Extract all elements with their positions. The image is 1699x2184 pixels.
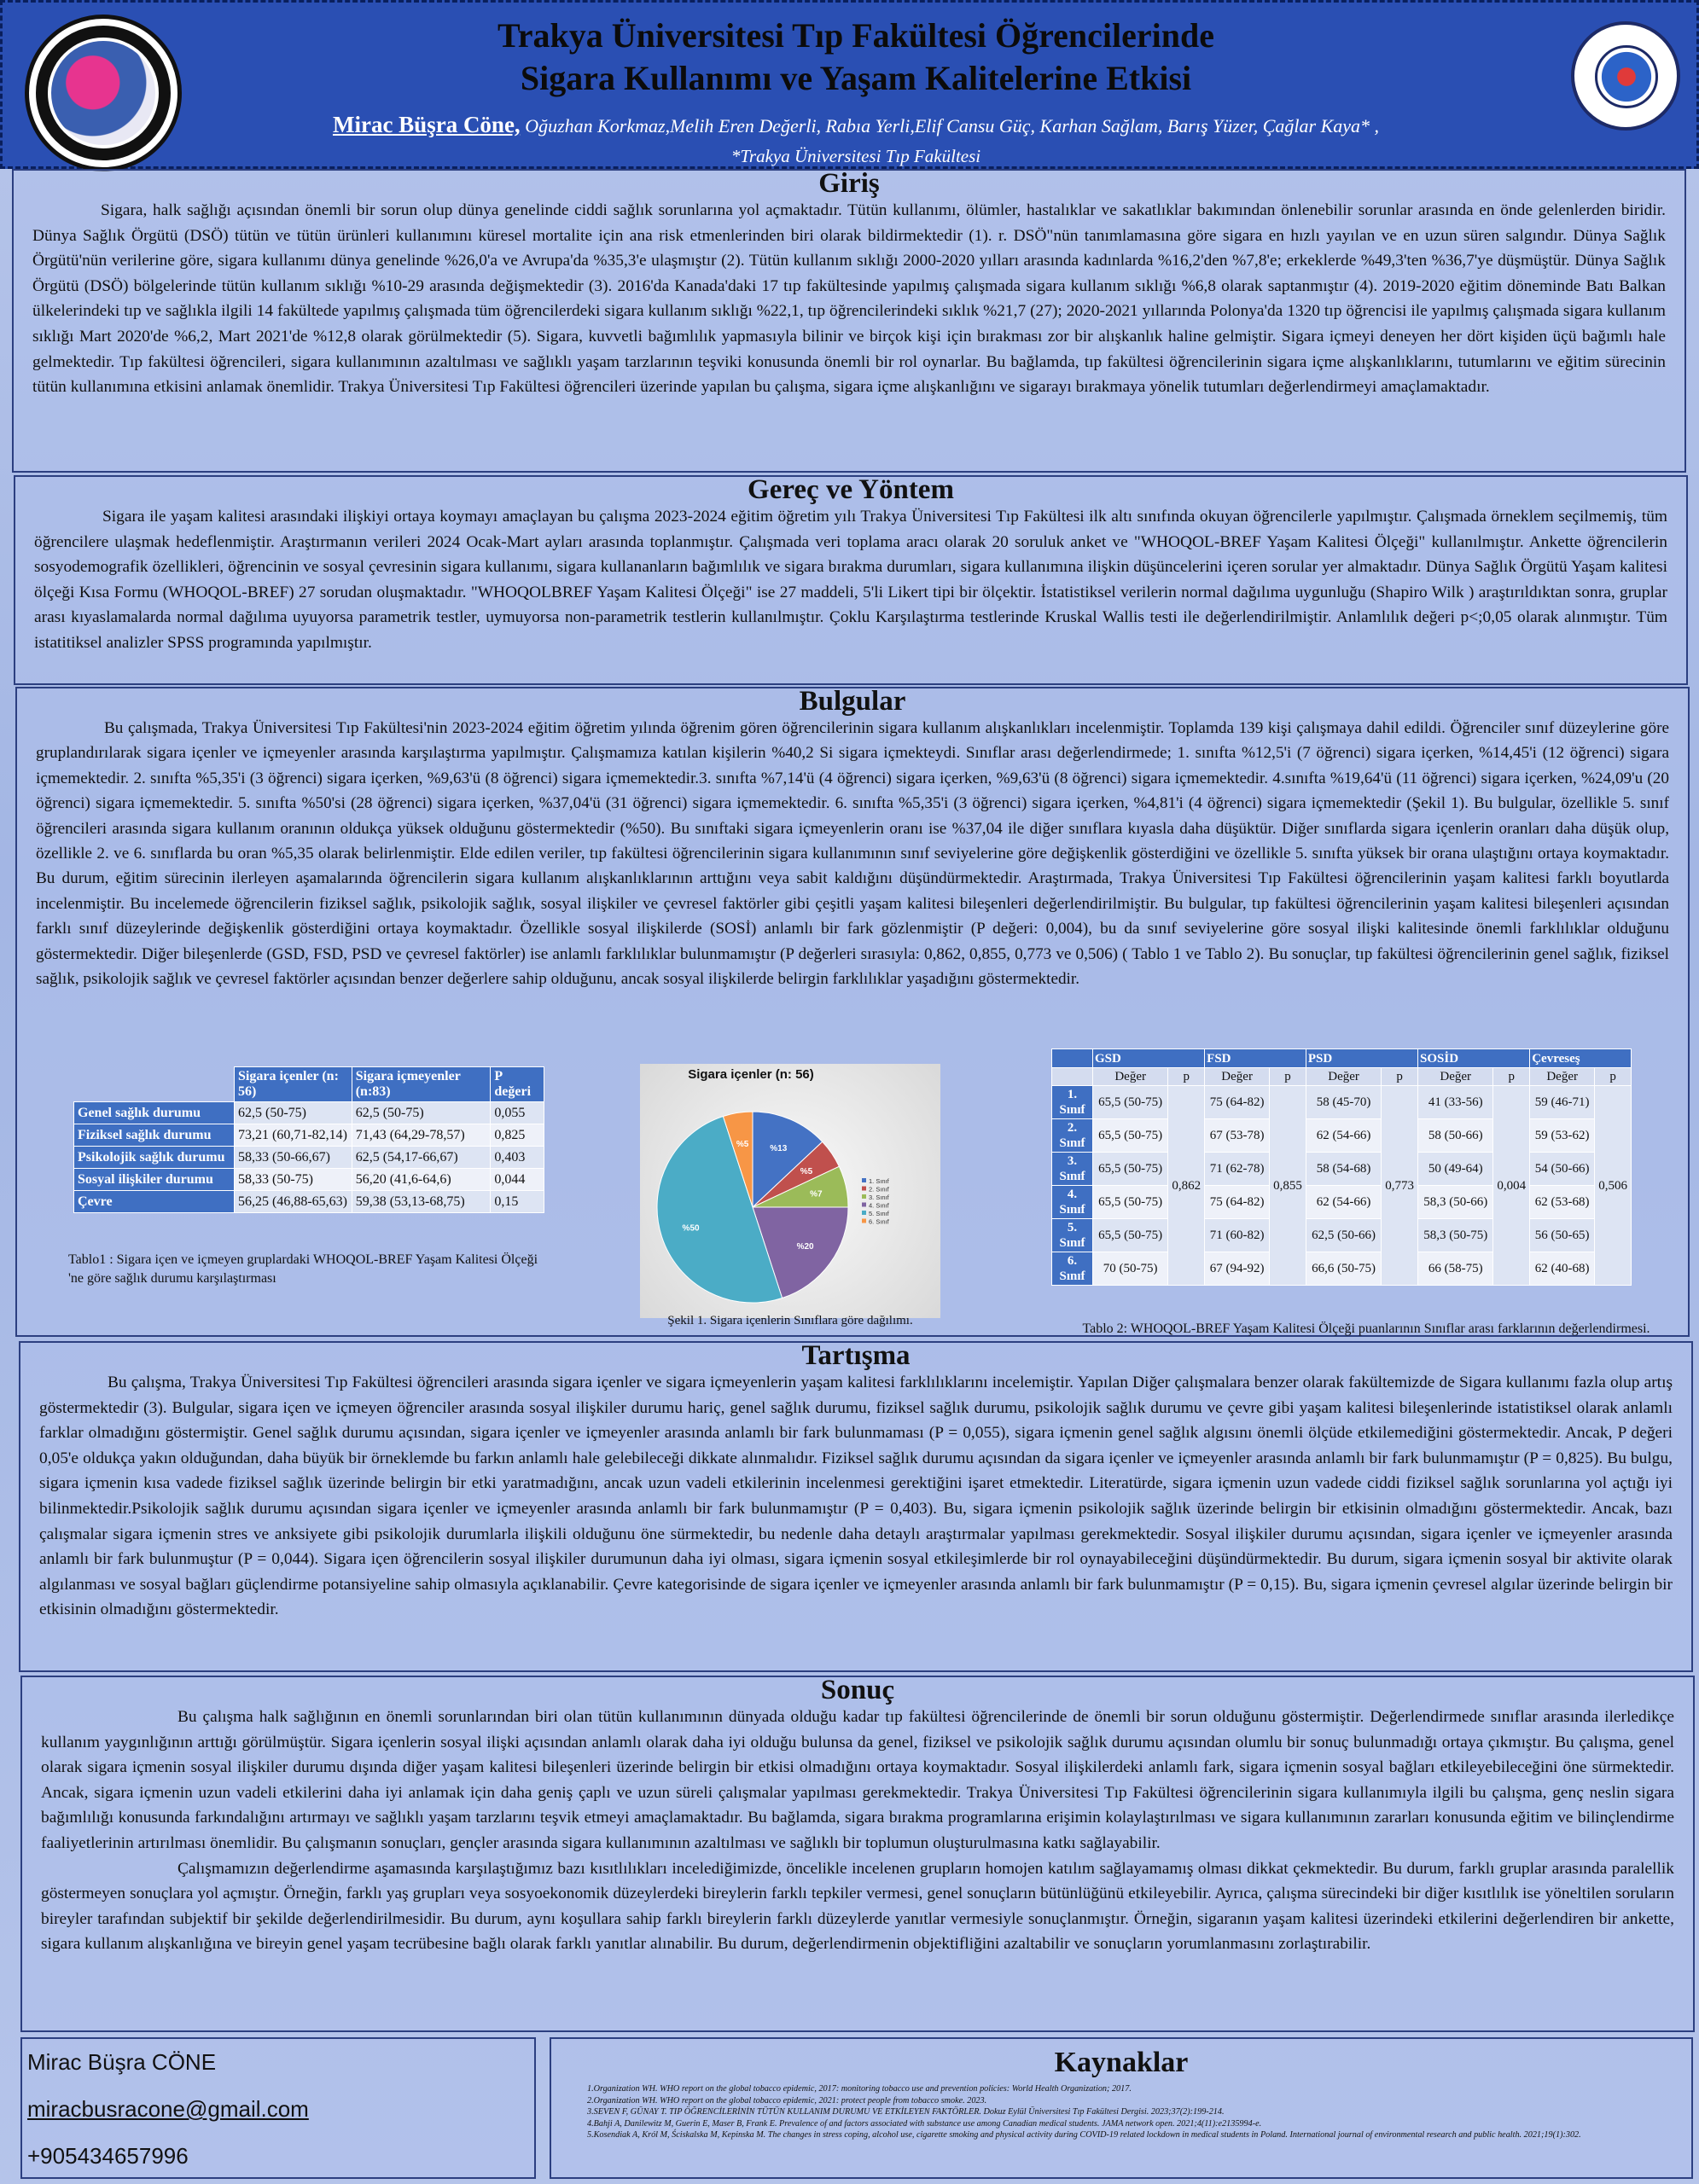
coauthors: Oğuzhan Korkmaz,Melih Eren Değerli, Rabıa Yerli,Elif Cansu Güç, Karhan Sağlam, Barış Yüzer, Çağlar Kaya* ,	[520, 115, 1380, 136]
table-row	[1052, 1119, 1632, 1153]
group-header: Çevreseş	[1530, 1049, 1632, 1068]
table-cell: 65,5 (50-75)	[1093, 1186, 1168, 1219]
table-corner	[1052, 1049, 1093, 1068]
group-header: GSD	[1093, 1049, 1205, 1068]
section-gerec-yontem	[14, 475, 1688, 685]
table-cell: 0,825	[491, 1124, 544, 1147]
contact-phone: +905434657996	[27, 2143, 189, 2169]
table-row	[74, 1191, 544, 1213]
references-heading: Kaynaklar	[1054, 2047, 1189, 2078]
p-value-cell: 0,862	[1168, 1086, 1205, 1286]
pie-chart	[640, 1064, 940, 1318]
pie-data-label: %50	[682, 1223, 700, 1234]
contact-email-link[interactable]: miracbusracone@gmail.com	[27, 2096, 309, 2122]
table-cell: 56,20 (41,6-64,6)	[352, 1169, 491, 1191]
table-1-caption: Tablo1 : Sigara içen ve içmeyen gruplardaki WHOQOL-BREF Yaşam Kalitesi Ölçeği 'ne göre sağlık durumu karşılaştırması	[68, 1252, 538, 1286]
pie-data-label: %7	[810, 1189, 823, 1199]
table-cell: 71,43 (64,29-78,57)	[352, 1124, 491, 1147]
table-cell: 62,5 (54,17-66,67)	[352, 1147, 491, 1169]
section-heading: Tartışma	[801, 1340, 911, 1371]
table-header-cell: P değeri	[491, 1067, 544, 1102]
poster-header	[0, 0, 1699, 169]
legend-label: 6. Sınıf	[869, 1217, 889, 1226]
sub-header-value: Değer	[1306, 1068, 1381, 1086]
table-row	[74, 1102, 544, 1124]
medical-faculty-seal	[1571, 21, 1680, 131]
section-body: Sigara, halk sağlığı açısından önemli bir sorun olup dünya genelinde ciddi sağlık sorunlarına yol açmaktadır. Tütün kullanımı, ölümler, hastalıklar ve sakatlıklar bakımından önlenebilir sorunlar arasında en önde gelenlerden biridir. Dünya Sağlık Örgütü (DSÖ) tütün ve tütün ürünleri kullanımını küresel mortalite için ana risk etmenlerinden biri olarak bildirmektedir (1). r. DSÖ"nün tanımlamasına göre sigara en hızlı yayılan ve en uzun süren salgındır. Dünya Sağlık Örgütü'nün verilerine göre, sigara kullanımı dünya genelinde %26,0'a ve Avrupa'da %35,3'e ulaşmıştır (2). Tütün kullanım sıklığı 2000-2020 yılları arasında kadınlarda %16,2'den %7,8'e; erkeklerde %49,3'ten %36,7'ye düşmüştür. Dünya Sağlık Örgütü (DSÖ) bölgelerinde tütün kullanım sıklığı %10-29 arasında değişmektedir (3). 2016'da Kanada'daki 17 tıp fakültesinde yapılmış çalışmada sigara kullanım sıklığı %6,8 olarak saptanmıştır (4). 2019-2020 eğitim döneminde Batı Balkan ülkelerindeki tıp ve sağlıkla ilgili 14 fakültede yapılmış çalışmada tüm öğrencilerdeki sigara kullanım sıklığı %22,1, tıp öğrencilerindeki sıklık %21,7 (27); 2020-2021 yıllarında Polonya'da 1320 tıp öğrencisi ile yapılmış çalışmada sigara kullanım sıklığı Mart 2020'de %6,2, Mart 2021'de %12,8 olarak görülmektedir (5). Sigara, kuvvetli bağımlılık yapmasıyla bilinir ve birçok kişi için bırakması zor bir alışkanlık haline gelmiştir. Sigara içmeyi deneyen her dört kişiden üçü bağımlı hale gelmektedir. Tıp fakültesi öğrencileri, sigara kullanımının azaltılması ve sağlıklı yaşam tarzlarının teşviki konusunda önemli bir rol oynarlar. Bu bağlamda, tıp fakültesi öğrencilerinin sigara içme alışkanlıklarını, tutumlarını ve eğitim sürecinin tütün kullanımına etkisini anlamak önemlidir. Trakya Üniversitesi Tıp Fakültesi öğrencileri üzerinde yapılan bu çalışma, sigara içme alışkanlığını ve sigarayı bırakmaya yönelik tutumları değerlendirmeyi amaçlamaktadır.	[32, 201, 1666, 397]
table-cell: 75 (64-82)	[1205, 1186, 1270, 1219]
table-header-row	[74, 1067, 544, 1102]
table-row	[1052, 1219, 1632, 1252]
table-cell: 58 (45-70)	[1306, 1086, 1381, 1119]
group-header: FSD	[1205, 1049, 1306, 1068]
table-cell: 62,5 (50-75)	[235, 1102, 352, 1124]
table-cell: 65,5 (50-75)	[1093, 1086, 1168, 1119]
p-value-cell: 0,004	[1493, 1086, 1530, 1286]
table-row	[1052, 1086, 1632, 1119]
table-cell: 62,5 (50-66)	[1306, 1219, 1381, 1252]
table-cell: 58 (54-68)	[1306, 1153, 1381, 1186]
table-cell: 65,5 (50-75)	[1093, 1153, 1168, 1186]
table-cell: 70 (50-75)	[1093, 1252, 1168, 1286]
row-label: Fiziksel sağlık durumu	[74, 1124, 235, 1147]
legend-swatch	[862, 1187, 866, 1191]
legend-swatch	[862, 1178, 866, 1182]
table-2-caption: Tablo 2: WHOQOL-BREF Yaşam Kalitesi Ölçeği puanlarının Sınıflar arası farklarının değerlendirmesi.	[1082, 1321, 1650, 1336]
legend-label: 5. Sınıf	[869, 1210, 889, 1217]
row-label: 2. Sınıf	[1052, 1119, 1093, 1153]
brain-puzzle-icon	[51, 41, 155, 145]
reference-item: 1.Organization WH. WHO report on the global tobacco epidemic, 2017: monitoring tobacco use and prevention policies: World Health Organization; 2017.	[587, 2084, 1132, 2094]
contact-name: Mirac Büşra CÖNE	[27, 2049, 217, 2075]
sub-header-value: Değer	[1530, 1068, 1595, 1086]
lead-author: Mirac Büşra Cöne,	[332, 112, 521, 137]
poster-title-line2: Sigara Kullanımı ve Yaşam Kalitelerine Etkisi	[520, 59, 1192, 97]
row-label: Çevre	[74, 1191, 235, 1213]
references-box	[550, 2037, 1693, 2179]
table-cell: 50 (49-64)	[1418, 1153, 1493, 1186]
group-header: SOSİD	[1418, 1049, 1530, 1068]
table-cell: 56 (50-65)	[1530, 1219, 1595, 1252]
reference-item: 5.Kosendiak A, Król M, Ściskalska M, Kepinska M. The changes in stress coping, alcohol use, cigarette smoking and physical activity during COVID-19 related lockdown in medical students in Poland. International journal of environmental research and public health. 2021;19(1):302.	[587, 2130, 1581, 2140]
table-header-cell: Sigara içmeyenler (n:83)	[352, 1067, 491, 1102]
table-header-cell: Sigara içenler (n: 56)	[235, 1067, 352, 1102]
table-cell: 62 (53-68)	[1530, 1186, 1595, 1219]
table-cell: 73,21 (60,71-82,14)	[235, 1124, 352, 1147]
sub-header-p: p	[1595, 1068, 1632, 1086]
reference-item: 3.SEVEN F, GÜNAY T. TIP ÖĞRENCİLERİNİN TÜTÜN KULLANIM DURUMU VE ETKİLEYEN FAKTÖRLER. Dokuz Eylül Üniversitesi Tıp Fakültesi Dergisi. 2023;37(2):199-214.	[587, 2107, 1225, 2117]
table-cell: 62 (54-66)	[1306, 1119, 1381, 1153]
author-list	[207, 112, 1504, 138]
reference-list	[551, 2078, 1691, 2141]
table-cell: 62 (54-66)	[1306, 1186, 1381, 1219]
table-cell: 58,33 (50-66,67)	[235, 1147, 352, 1169]
table-cell: 58,3 (50-66)	[1418, 1186, 1493, 1219]
row-label: Genel sağlık durumu	[74, 1102, 235, 1124]
chart-title: Sigara içenler (n: 56)	[688, 1067, 814, 1082]
student-society-logo	[25, 15, 182, 171]
section-heading: Bulgular	[799, 686, 906, 717]
legend-label: 3. Sınıf	[869, 1194, 889, 1201]
table-cell: 62 (40-68)	[1530, 1252, 1595, 1286]
seal-emblem-icon	[1595, 45, 1658, 108]
table-cell: 58,3 (50-75)	[1418, 1219, 1493, 1252]
row-label: 4. Sınıf	[1052, 1186, 1093, 1219]
table-cell: 67 (53-78)	[1205, 1119, 1270, 1153]
table-cell: 41 (33-56)	[1418, 1086, 1493, 1119]
legend-swatch	[862, 1211, 866, 1215]
section-giris	[12, 169, 1686, 473]
p-value-cell: 0,773	[1382, 1086, 1418, 1286]
table-row	[74, 1169, 544, 1191]
section-sonuc	[20, 1676, 1695, 2032]
reference-item: 4.Bahji A, Danilewitz M, Guerin E, Maser B, Frank E. Prevalence of and factors associated with substance use among Canadian medical students. JAMA network open. 2021;4(11):e2135994-e.	[587, 2118, 1262, 2129]
pie-data-label: %5	[736, 1139, 749, 1149]
table-cell: 65,5 (50-75)	[1093, 1219, 1168, 1252]
sub-header-p: p	[1382, 1068, 1418, 1086]
p-value-cell: 0,506	[1595, 1086, 1632, 1286]
legend-swatch	[862, 1219, 866, 1223]
p-value-cell: 0,855	[1270, 1086, 1306, 1286]
table-row	[74, 1124, 544, 1147]
table-1	[73, 1066, 544, 1213]
table-cell: 0,403	[491, 1147, 544, 1169]
row-label: Sosyal ilişkiler durumu	[74, 1169, 235, 1191]
row-label: 5. Sınıf	[1052, 1219, 1093, 1252]
table-2	[1051, 1048, 1632, 1286]
table-corner	[1052, 1068, 1093, 1086]
table-cell: 56,25 (46,88-65,63)	[235, 1191, 352, 1213]
legend-swatch	[862, 1203, 866, 1207]
table-cell: 71 (62-78)	[1205, 1153, 1270, 1186]
sub-header-value: Değer	[1093, 1068, 1168, 1086]
pie-data-label: %20	[796, 1241, 814, 1252]
table-cell: 59,38 (53,13-68,75)	[352, 1191, 491, 1213]
table-cell: 59 (53-62)	[1530, 1119, 1595, 1153]
table-cell: 66,6 (50-75)	[1306, 1252, 1381, 1286]
sub-header-p: p	[1168, 1068, 1205, 1086]
group-header: PSD	[1306, 1049, 1417, 1068]
table-cell: 71 (60-82)	[1205, 1219, 1270, 1252]
table-corner	[74, 1067, 235, 1102]
section-heading: Gereç ve Yöntem	[748, 474, 954, 505]
legend-label: 1. Sınıf	[869, 1177, 889, 1185]
section-heading: Sonuç	[820, 1675, 895, 1705]
section-body: Sigara ile yaşam kalitesi arasındaki ilişkiyi ortaya koymayı amaçlayan bu çalışma 2023-2024 eğitim öğretim yılı Trakya Üniversitesi Tıp Fakültesi ilk altı sınıfında okuyan öğrencilerle yapılmıştır. Çalışmada örneklem seçilmemiş, tüm öğrencilere ulaşmak hedeflenmiştir. Araştırmanın verileri 2024 Ocak-Mart ayları arasında toplanmıştır. Çalışmada veri toplama aracı olarak 20 soruluk anket ve "WHOQOL-BREF Yaşam Kalitesi Ölçeği" kullanılmıştır. Ankette öğrencilerin sosyodemografik özellikleri, öğrencinin ve sosyal çevresinin sigara kullanımı, sigara kullananların bağımlılık ve sigara bırakma durumları, sigara kullanımına ilişkin düşüncelerini içeren sorular yer almaktadır. Dünya Sağlık Örgütü Yaşam kalitesi ölçeği Kısa Formu (WHOQOL-BREF) 27 sorudan oluşmaktadır. "WHOQOLBREF Yaşam Kalitesi Ölçeği" ise 27 maddeli, 5'li Likert tipi bir ölçektir. İstatistiksel verilerin normal dağılıma uygunluğu (Shapiro Wilk ) araştırıldıktan sonra, gruplar arası kıyaslamalarda normal dağılıma uyuyorsa parametrik testler, uymuyorsa non-parametrik testlerin kullanılmıştır. Çoklu Karşılaştırma testlerinde Kruskal Wallis testi ile değerlendirilmiştir. Anlamlılık değeri p<;0,05 olarak alınmıştır. Tüm istatitiksel analizler SPSS programında yapılmıştır.	[34, 508, 1667, 652]
row-label: Psikolojik sağlık durumu	[74, 1147, 235, 1169]
table-cell: 0,055	[491, 1102, 544, 1124]
table-cell: 62,5 (50-75)	[352, 1102, 491, 1124]
table-cell: 0,044	[491, 1169, 544, 1191]
pie-data-label: %5	[800, 1167, 813, 1177]
section-body: Bu çalışmada, Trakya Üniversitesi Tıp Fakültesi'nin 2023-2024 eğitim öğretim yılında öğrenim gören öğrencilerinin sigara kullanım alışkanlıkları incelenmiştir. Toplamda 139 kişi çalışmaya dahil edildi. Öğrenciler sınıf düzeylerine göre gruplandırılarak sigara içenler ve içmeyenler arasında karşılaştırma yapılmıştır. Çalışmamıza katılan kişilerin %40,2 Si sigara içmekteydi. Sınıflar arası değerlendirmede; 1. sınıfta %12,5'i (7 öğrenci) sigara içerken, %14,45'i (12 öğrenci) sigara içmemektedir. 2. sınıfta %5,35'i (3 öğrenci) sigara içerken, %9,63'ü (8 öğrenci) sigara içmemektedir.3. sınıfta %7,14'ü (4 öğrenci) sigara içerken, %9,63'ü (8 öğrenci) sigara içmemektedir. 4.sınıfta %19,64'ü (11 öğrenci) sigara içerken, %24,09'u (20 öğrenci) sigara içmemektedir. 5. sınıfta %50'si (28 öğrenci) sigara içerken, %37,04'ü (31 öğrenci) sigara içmemektedir. 6. sınıfta %5,35'i (3 öğrenci) sigara içerken, %4,81'i (4 öğrenci) sigara içmemektedir (Şekil 1). Bu bulgular, özellikle 5. sınıf öğrencileri arasında sigara kullanım oranının oldukça yüksek olduğunu göstermektedir (%50). Bu sınıftaki sigara içmeyenlerin oranı ise %37,04 ile diğer sınıflara kıyasla daha düşüktür. Diğer sınıflarda sigara içenlerin oranları daha düşük olup, özellikle 2. ve 6. sınıflarda bu oran %5,35 olarak belirlenmiştir. Elde edilen veriler, tıp fakültesi öğrencilerinin sigara kullanımının sınıf seviyelerine göre değişkenlik gösterdiğini ve özellikle 5. sınıfta yüksek bir orana ulaştığını ortaya koymaktadır. Bu durum, eğitim sürecinin ilerleyen aşamalarında öğrencilerin sigara kullanım alışkanlıklarının arttığını veya sabit kaldığını düşündürmektedir. Araştırmada, Trakya Üniversitesi Tıp Fakültesi öğrencilerinin yaşam kalitesi farklı boyutlarda incelenmiştir. Bu incelemede öğrencilerin fiziksel sağlık, psikolojik sağlık, sosyal ilişkiler ve çevresel faktörler gibi çeşitli yaşam kalitesi bileşenleri değerlendirilmiştir. Bu bulgular, tıp fakültesi öğrencilerinin yaşam kalitesi bileşenleri açısından farklı sınıf düzeylerinde değişkenlik gösterdiğini ortaya koymaktadır. Özellikle sosyal ilişkilerde (SOSİ) anlamlı bir fark gözlenmiştir (P değeri: 0,004), bu da sınıf seviyelerine göre sosyal ilişki kalitesinde önemli farklılıklar olduğunu göstermektedir. Diğer bileşenlerde (GSD, FSD, PSD ve çevresel faktörler) ise anlamlı farklılıklar bulunmamıştır (P değerleri sırasıyla: 0,862, 0,855, 0,773 ve 0,506) ( Tablo 1 ve Tablo 2). Bu sonuçlar, tıp fakültesi öğrencilerinin genel sağlık, fiziksel sağlık, psikolojik sağlık ve çevresel faktörler açısından benzer değerlere sahip olduğunu, ancak sosyal ilişkilerde belirgin farklılıklar yaşadığını göstermektedir.	[36, 719, 1669, 989]
table-group-header	[1052, 1049, 1632, 1068]
table-cell: 75 (64-82)	[1205, 1086, 1270, 1119]
sub-header-value: Değer	[1418, 1068, 1493, 1086]
table-cell: 58,33 (50-75)	[235, 1169, 352, 1191]
section-body: Çalışmamızın değerlendirme aşamasında karşılaştığımız bazı kısıtlılıkları incelediğimizde, öncelikle incelenen grupların homojen katılım sağlayamamış olması dikkat çekmektedir. Bu durum, farklı gruplar arasında paralellik göstermeyen sonuçlara yol açmıştır. Örneğin, farklı yaş grupları veya sosyoekonomik düzeylerdeki bireylerin farklı tepkiler vermesi, genel sonuçların bütünlüğünü etkileyebilir. Ayrıca, çalışma sürecindeki bir diğer kısıtlılık ise yöneltilen soruların bireyler tarafından subjektif bir şekilde değerlendirilmesidir. Bu durum, aynı koşullara sahip farklı bireylerin farklı düzeylerde yanıtlar vermesiyle sonuçlanmıştır. Örneğin, sigaranın yaşam kalitesi üzerindeki etkilerini değerlendiren bir ankette, sigara kullanım alışkanlığına ve bireyin genel yaşam tecrübesine bağlı olarak farklı yanıtlar alınabilir. Bu durum, değerlendirmenin objektifliğini azaltabilir ve sonuçların yorumlanmasını zorlaştırabilir.	[41, 1859, 1674, 1954]
table-cell: 65,5 (50-75)	[1093, 1119, 1168, 1153]
table-row	[1052, 1252, 1632, 1286]
table-cell: 54 (50-66)	[1530, 1153, 1595, 1186]
affiliation: *Trakya Üniversitesi Tıp Fakültesi	[730, 146, 981, 166]
table-cell: 0,15	[491, 1191, 544, 1213]
table-cell: 58 (50-66)	[1418, 1119, 1493, 1153]
legend-label: 2. Sınıf	[869, 1185, 889, 1194]
table-row	[1052, 1186, 1632, 1219]
row-label: 1. Sınıf	[1052, 1086, 1093, 1119]
reference-item: 2.Organization WH. WHO report on the global tobacco epidemic, 2021: protect people from tobacco smoke. 2023.	[587, 2095, 987, 2106]
row-label: 6. Sınıf	[1052, 1252, 1093, 1286]
contact-box	[20, 2037, 536, 2179]
sub-header-value: Değer	[1205, 1068, 1270, 1086]
figure-1-caption: Şekil 1. Sigara içenlerin Sınıflara göre dağılımı.	[667, 1314, 913, 1327]
pie-data-label: %13	[770, 1144, 788, 1154]
section-tartisma	[19, 1341, 1693, 1672]
table-row	[1052, 1153, 1632, 1186]
table-row	[74, 1147, 544, 1169]
table-sub-header	[1052, 1068, 1632, 1086]
legend-swatch	[862, 1194, 866, 1199]
poster-title-line1: Trakya Üniversitesi Tıp Fakültesi Öğrencilerinde	[497, 16, 1214, 55]
section-body: Bu çalışma, Trakya Üniversitesi Tıp Fakültesi öğrencileri arasında sigara içenler ve sigara içmeyenlerin yaşam kalitesi farklılıklarını incelemiştir. Yapılan Diğer çalışmalara benzer olarak fakültemizde de Sigara kullanımı fazla olup artış göstermektedir (3). Bulgular, sigara içen ve içmeyen öğrenciler arasında sosyal ilişkiler durumu hariç, genel sağlık durumu, fiziksel sağlık durumu, psikolojik sağlık durumu ve çevre gibi yaşam kalitesi bileşenlerinde istatistiksel olarak anlamlı farklar olmadığını göstermiştir. Genel sağlık durumu açısından, sigara içenler ve içmeyenler arasında anlamlı bir fark bulunmaması (P = 0,055), sigara içmenin genel sağlık algısını önemli ölçüde etkilemediğini göstermektedir. Ancak, P değeri 0,05'e oldukça yakın olduğundan, daha büyük bir örneklemde bu farkın anlamlı hale gelebileceği dikkate alınmalıdır. Fiziksel sağlık durumu açısından da sigara içenler ve içmeyenler arasında anlamlı bir fark bulunmamıştır (P = 0,825). Bu bulgu, sigara içmenin kısa vadede fiziksel sağlık üzerinde belirgin bir etki yaratmadığını, ancak uzun vadeli etkilerinin incelenmesi gerektiğini işaret etmektedir. Literatürde, sigara içmenin uzun vadede ciddi fiziksel sağlık sorunlarına yol açtığı iyi bilinmektedir.Psikolojik sağlık durumu açısından sigara içenler ve içmeyenler arasında anlamlı bir fark bulunmamıştır (P = 0,403). Bu, sigara içmenin psikolojik sağlık üzerinde belirgin bir etkisinin olmadığını göstermektedir. Ancak, bazı çalışmalar sigara içmenin stres ve anksiyete gibi psikolojik durumlarla ilişkili olduğunu öne sürmektedir, bu nedenle daha detaylı araştırmalar yapılması gerekmektedir. Sosyal ilişkiler durumu açısından, sigara içenler ve içmeyenler arasında anlamlı bir fark bulunmuştur (P = 0,044). Sigara içen öğrencilerin sosyal ilişkiler durumunun daha iyi olması, sigara içmenin sosyal etkileşimlerde bir rol oynayabileceğini düşündürmektedir. Bu durum, sigara içmenin sosyal bir aktivite olarak algılanması ve sosyal bağları güçlendirme potansiyeline sahip olmasıyla açıklanabilir. Çevre kategorisinde de sigara içenler ve içmeyenler arasında anlamlı bir fark bulunmamıştır (P = 0,15). Bu, sigara içmenin çevresel algılar üzerinde belirgin bir etkisinin olmadığını göstermektedir.	[39, 1374, 1673, 1619]
sub-header-p: p	[1493, 1068, 1530, 1086]
section-heading: Giriş	[818, 168, 880, 199]
legend-label: 4. Sınıf	[869, 1201, 889, 1210]
table-cell: 66 (58-75)	[1418, 1252, 1493, 1286]
table-cell: 67 (94-92)	[1205, 1252, 1270, 1286]
pie-chart-panel	[640, 1064, 940, 1318]
section-body: Bu çalışma halk sağlığının en önemli sorunlarından biri olan tütün kullanımının dünyada olduğu kadar tıp fakültesi öğrencilerinde de önemli bir sorun olduğunu göstermiştir. Değerlendirmede sınıflar arasında ilerledikçe kullanım yaygınlığının arttığı görülmüştür. Sigara içenlerin sosyal ilişki açısından anlamlı olarak daha iyi olduğu bulunsa da genel, fiziksel ve psikolojik sağlık durumu açısından olumlu bir sonuç bulunmadığı ortaya çıkmıştır. Bu çalışma, genel olarak sigara içmenin sosyal ilişkiler durumu dışında diğer yaşam kalitesi bileşenleri üzerinde belirgin bir etkisi olmadığını ortaya koymaktadır. Sosyal ilişkilerdeki anlamlı fark, sigara içmenin sosyal bağları etkileyebileceğini öne sürmektedir. Ancak, sigara içmenin uzun vadeli etkilerini daha iyi anlamak için daha geniş çaplı ve uzun süreli çalışmalar yapılması gerekmektedir. Trakya Üniversitesi Tıp Fakültesi öğrencilerinin sigara kullanımıyla ilgili bu çalışma, genç neslin sigara bağımlılığı konusunda farkındalığını artırmayı ve sağlıklı yaşam tarzlarını teşvik etmeyi amaçlamaktadır. Bu bağlamda, sigara bırakma programlarına erişimin kolaylaştırılması ve sigara kullanımının zararları konusunda eğitim ve bilinçlendirme faaliyetlerinin artırılması önemlidir. Bu çalışmanın sonuçları, gençler arasında sigara kullanımının azaltılması ve sağlıklı bir toplumun oluşturulmasına katkı sağlayabilir.	[41, 1708, 1674, 1852]
sub-header-p: p	[1270, 1068, 1306, 1086]
row-label: 3. Sınıf	[1052, 1153, 1093, 1186]
table-cell: 59 (46-71)	[1530, 1086, 1595, 1119]
